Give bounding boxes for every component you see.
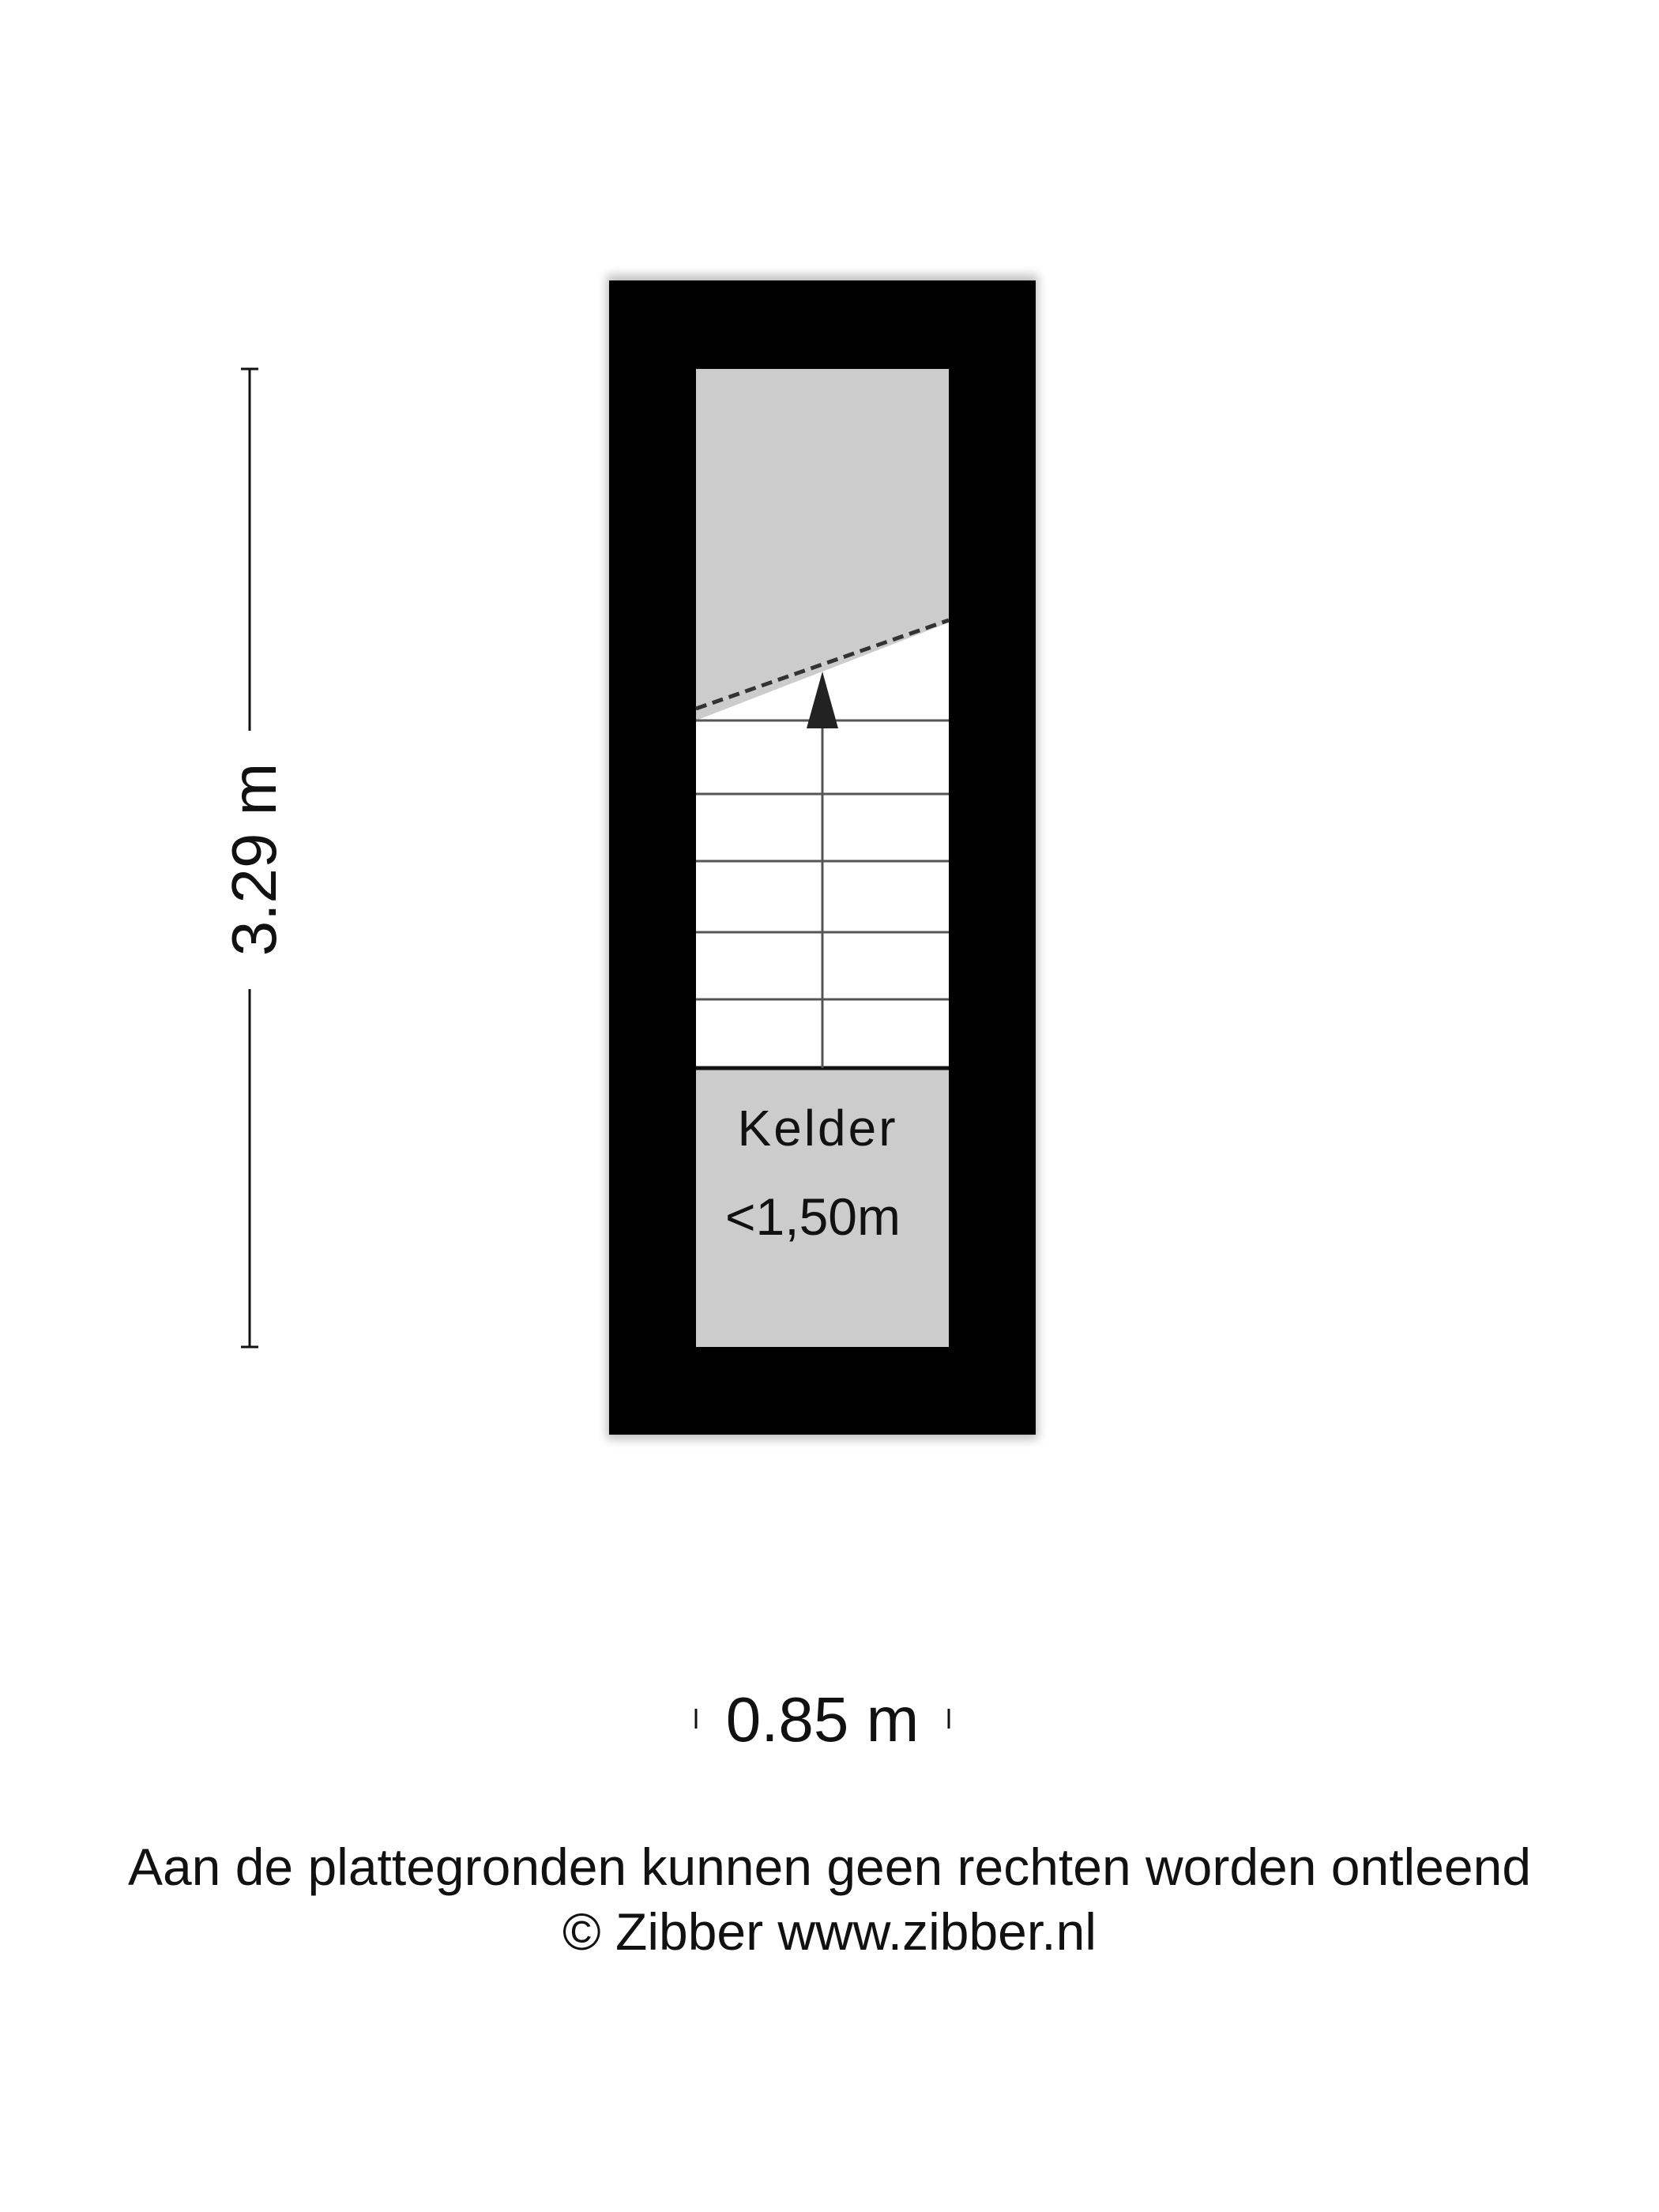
height-dimension-label: 3.29 m [219,762,289,957]
copyright-text: © Zibber www.zibber.nl [562,1902,1097,1961]
disclaimer-text: Aan de plattegronden kunnen geen rechten worden ontleend [127,1838,1532,1896]
room-name: Kelder [737,1100,898,1157]
width-dimension-label: 0.85 m [725,1684,920,1755]
room-height-note: <1,50m [725,1187,901,1246]
